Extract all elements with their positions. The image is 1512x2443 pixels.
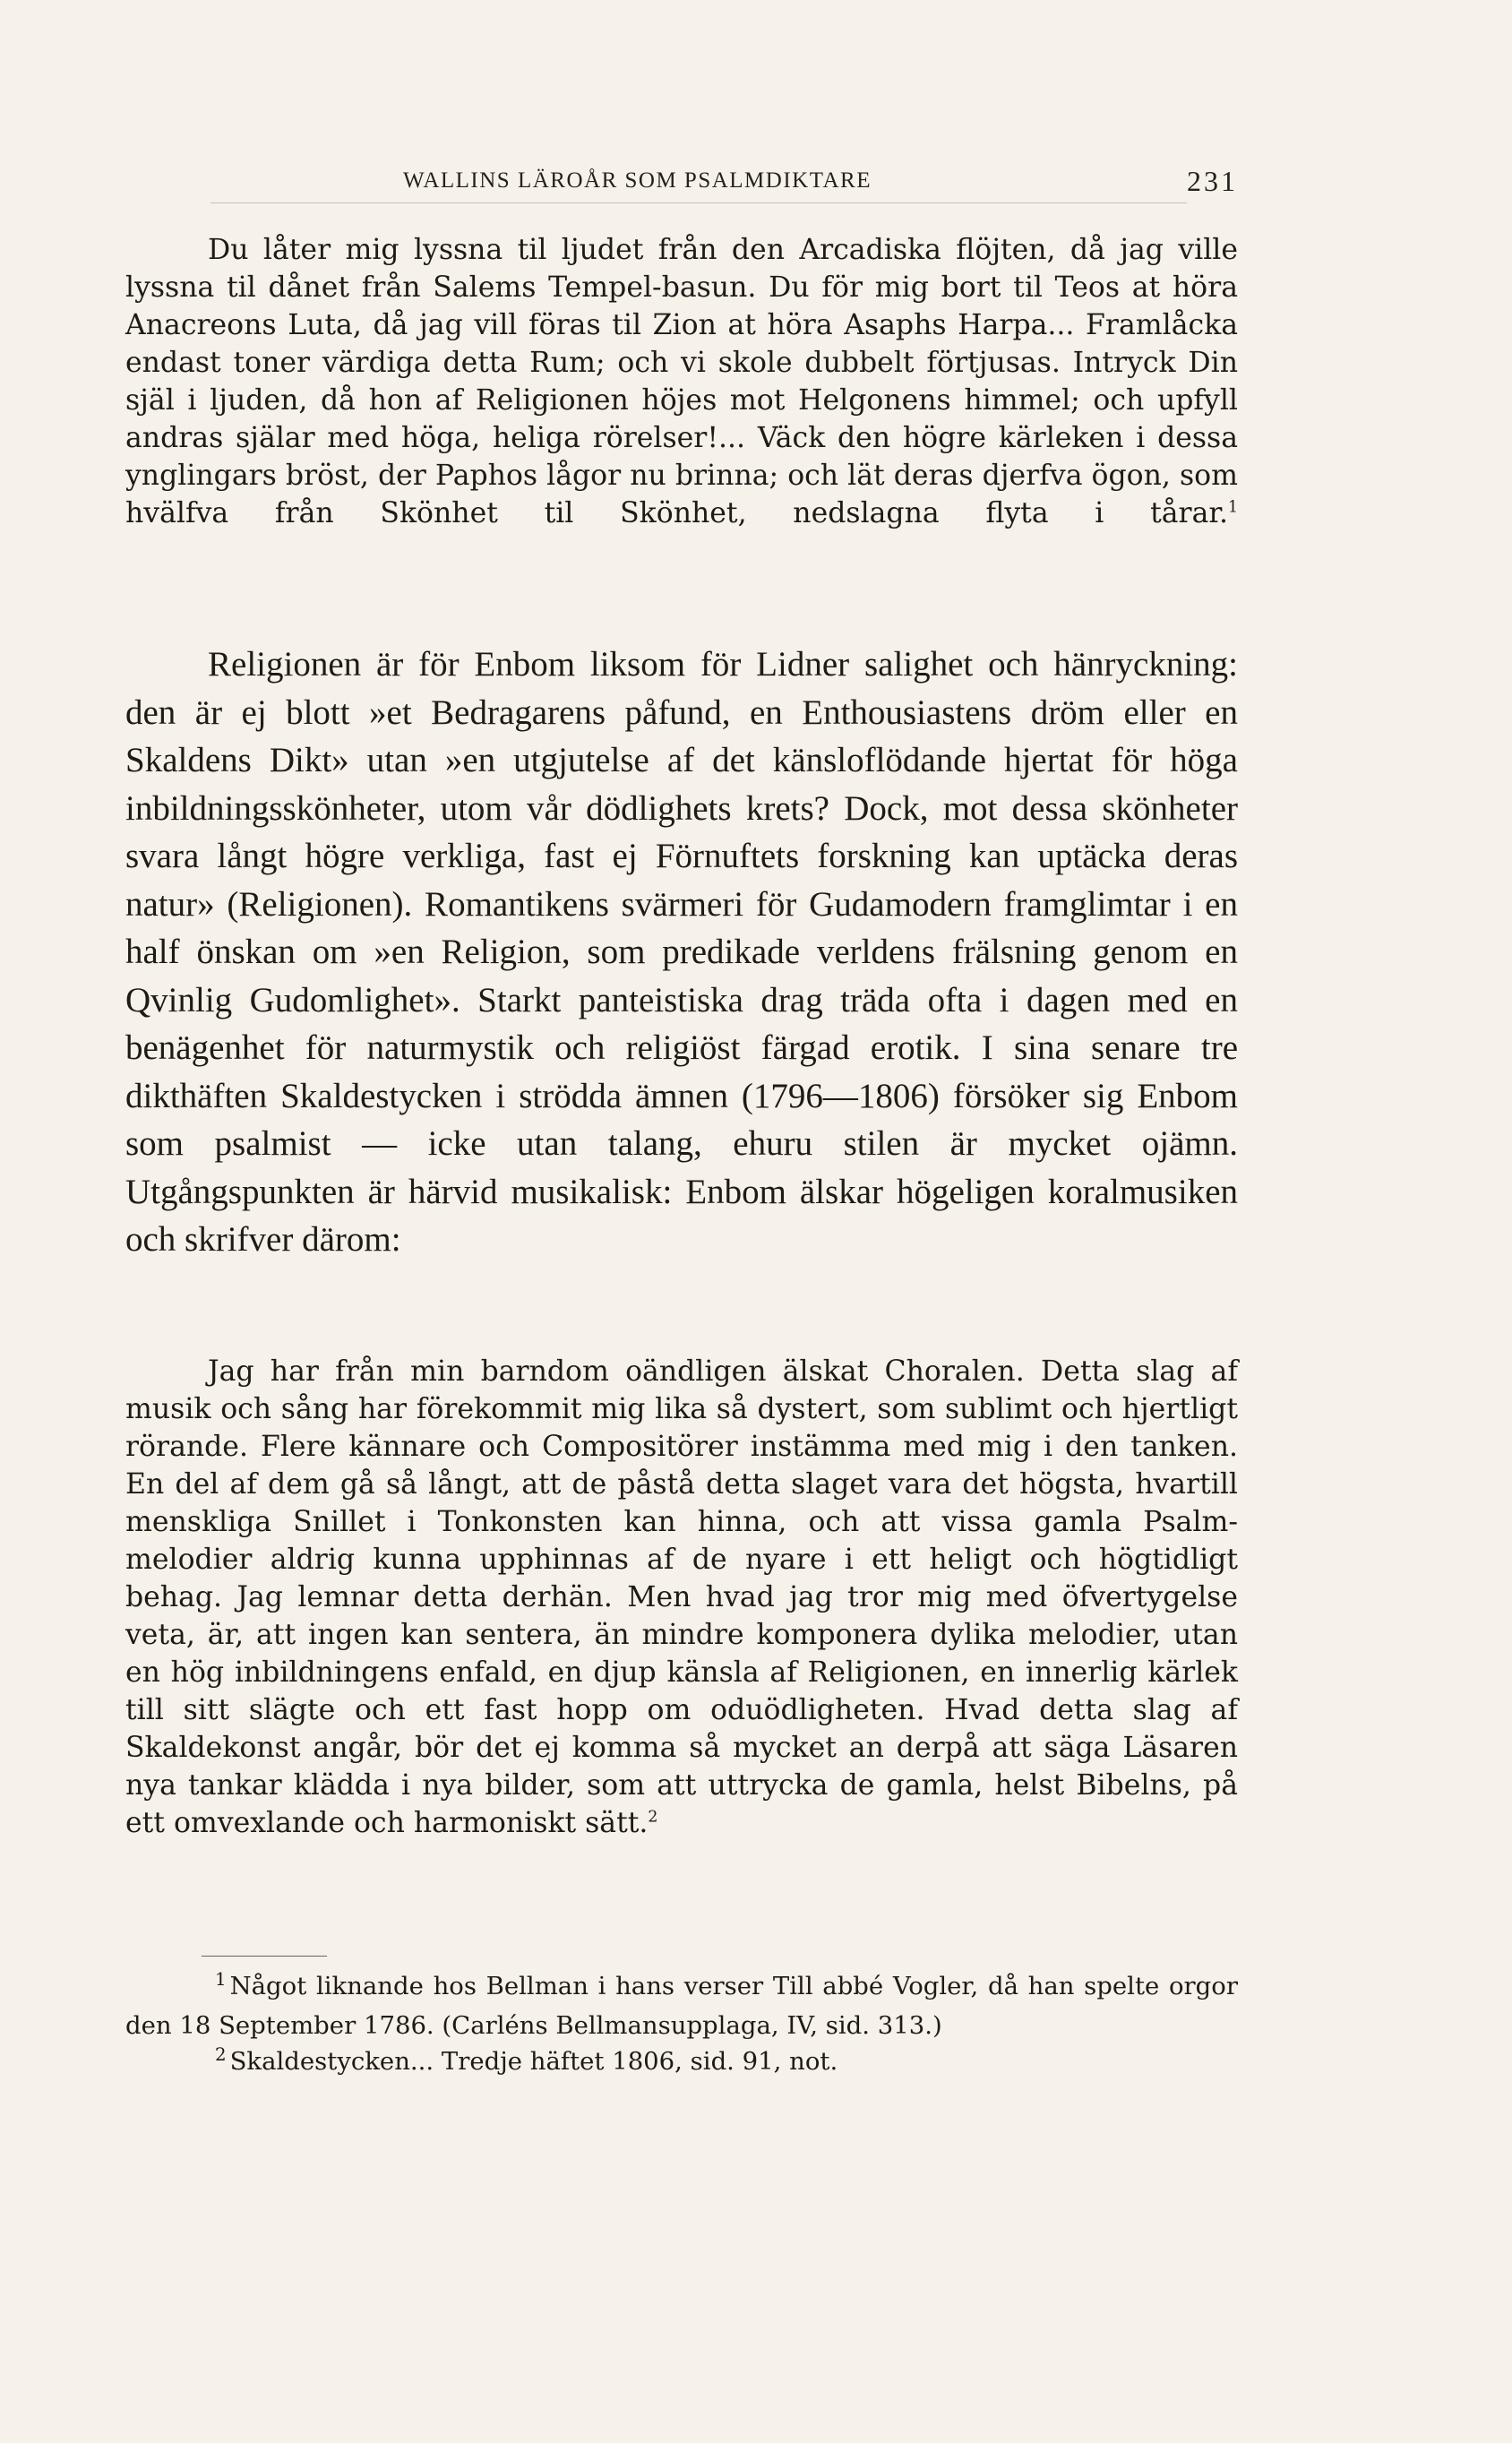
footnote-text: Något liknande hos Bellman i hans verser Till abbé Vogler, då han spelte orgor den 18 September 1786. (Carléns Bellmansupplaga, IV, sid. 313.) xyxy=(125,1972,1238,2040)
footnotes xyxy=(125,1966,1238,2081)
body-paragraph: Religionen är för Enbom liksom för Lidner salighet och hänryckning: den är ej blott »et Bedragarens påfund, en Enthousiastens dröm eller en Skaldens Dikt» utan »en utgjutelse af det känsloflödande hjertat för höga inbildningsskönheter, utom vår dödlighets krets? Dock, mot dessa skönheter svara långt högre verkliga, fast ej Förnuftets forskning kan uptäcka deras natur» (Religionen). Romantikens svärmeri för Gudamodern framglimtar i en half önskan om »en Religion, som predikade verldens frälsning genom en Qvinlig Gudomlighet». Starkt panteistiska drag träda ofta i dagen med en benägenhet för naturmystik och religiöst färgad erotik. I sina senare tre dikthäften Skaldestycken i strödda ämnen (1796—1806) försöker sig Enbom som psalmist — icke utan talang, ehuru stilen är mycket ojämn. Utgångspunkten är härvid musikalisk: Enbom älskar högeligen koralmusiken och skrifver därom: xyxy=(125,645,1238,1259)
footnote-text: Skaldestycken... Tredje häftet 1806, sid. 91, not. xyxy=(229,2047,838,2076)
header-rule xyxy=(210,202,1187,203)
quotation-text: Du låter mig lyssna til ljudet från den Arcadiska flöjten, då jag ville lyssna til dånet från Salems Tempel-basun. Du för mig bort til Teos at höra Anacreons Luta, då jag vill föras til Zion at höra Asaphs Harpa... Framlåcka endast toner värdiga detta Rum; och vi skole dubbelt förtjusas. Intryck Din själ i ljuden, då hon af Religionen höjes mot Helgonens himmel; och upfyll andras själar med höga, heliga rörelser!... Väck den högre kärleken i dessa ynglingars bröst, der Paphos lågor nu brinna; och lät deras djerfva ögon, som hvälfva från Skönhet til Skönhet, nedslagna flyta i tårar. xyxy=(125,234,1238,529)
footnote-reference: 2 xyxy=(648,1808,658,1827)
page-number: 231 xyxy=(1187,165,1238,197)
running-title: WALLINS LÄROÅR SOM PSALMDIKTARE xyxy=(403,168,872,193)
footnote-mark: 2 xyxy=(215,2043,227,2065)
quotation-arcadian-flute xyxy=(125,231,1238,634)
footnote-rule xyxy=(202,1956,327,1957)
footnote-reference: 1 xyxy=(1227,498,1238,517)
quotation-choral xyxy=(125,1353,1238,1944)
quotation-text: Jag har från min barndom oändligen älskat Choralen. Detta slag af musik och sång har förekommit mig lika så dystert, som sublimt och hjertligt rörande. Flere kännare och Compositörer instämma med mig i den tanken. En del af dem gå så långt, att de påstå detta slaget vara det högsta, hvartill menskliga Snillet i Tonkonsten kan hinna, och att vissa gamla Psalm-melodier aldrig kunna upphinnas af de nyare i ett heligt och högtidligt behag. Jag lemnar detta derhän. Men hvad jag tror mig med öfvertygelse veta, är, att ingen kan sentera, än mindre komponera dylika melodier, utan en hög inbildningens enfald, en djup känsla af Religionen, en innerlig kärlek till sitt slägte och ett fast hopp om oduödligheten. Hvad detta slag af Skaldekonst angår, bör det ej komma så mycket an derpå att säga Läsaren nya tankar klädda i nya bilder, som att uttrycka de gamla, helst Bibelns, på ett omvexlande och harmoniskt sätt. xyxy=(125,1355,1238,1839)
footnote xyxy=(125,1966,1238,2045)
footnote xyxy=(125,2042,1238,2081)
running-head xyxy=(179,165,1245,210)
footnote-mark: 1 xyxy=(215,1968,227,1990)
